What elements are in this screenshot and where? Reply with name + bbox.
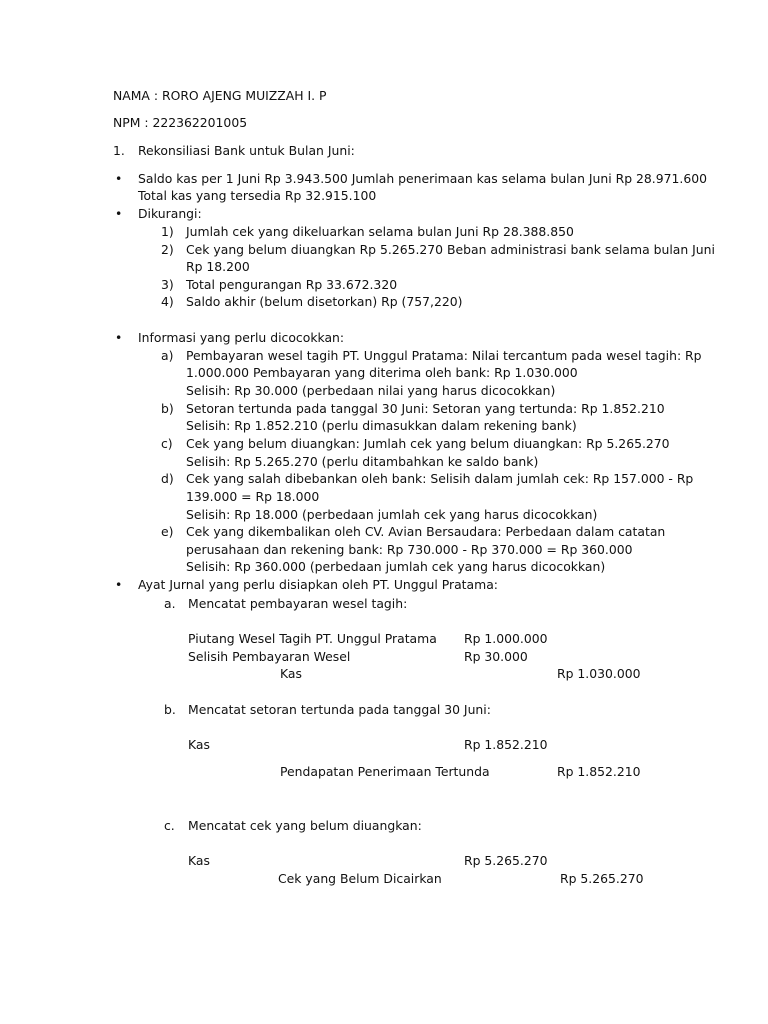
journal-account: Kas bbox=[188, 853, 210, 868]
informasi-item-text: Setoran tertunda pada tanggal 30 Juni: Setoran yang tertunda: Rp 1.852.210 bbox=[186, 401, 665, 416]
journal-b-letter: b. bbox=[164, 702, 176, 717]
dikurangi-item-text: Rp 18.200 bbox=[186, 259, 250, 274]
saldo-line-1: Saldo kas per 1 Juni Rp 3.943.500 Jumlah penerimaan kas selama bulan Juni Rp 28.971.600 bbox=[138, 171, 707, 186]
dikurangi-item-text: Cek yang belum diuangkan Rp 5.265.270 Beban administrasi bank selama bulan Juni bbox=[186, 242, 715, 257]
informasi-item-text: Selisih: Rp 30.000 (perbedaan nilai yang harus dicocokkan) bbox=[186, 383, 556, 398]
informasi-item-text: Selisih: Rp 1.852.210 (perlu dimasukkan dalam rekening bank) bbox=[186, 418, 577, 433]
journal-debit: Rp 5.265.270 bbox=[464, 853, 548, 868]
informasi-item-text: Pembayaran wesel tagih PT. Unggul Pratama: Nilai tercantum pada wesel tagih: Rp bbox=[186, 348, 702, 363]
ayat-title: Ayat Jurnal yang perlu disiapkan oleh PT. Unggul Pratama: bbox=[138, 577, 498, 592]
journal-account: Cek yang Belum Dicairkan bbox=[278, 871, 442, 886]
bullet-dikurangi: • bbox=[115, 206, 123, 221]
journal-credit: Rp 5.265.270 bbox=[560, 871, 644, 886]
informasi-item-letter: c) bbox=[161, 436, 173, 451]
dikurangi-item-num: 4) bbox=[161, 294, 174, 309]
informasi-item-text: 1.000.000 Pembayaran yang diterima oleh bank: Rp 1.030.000 bbox=[186, 365, 578, 380]
informasi-item-text: Selisih: Rp 360.000 (perbedaan jumlah cek yang harus dicocokkan) bbox=[186, 559, 606, 574]
bullet-saldo: • bbox=[115, 171, 123, 186]
informasi-item-text: perusahaan dan rekening bank: Rp 730.000 - Rp 370.000 = Rp 360.000 bbox=[186, 542, 633, 557]
informasi-item-text: Cek yang dikembalikan oleh CV. Avian Bersaudara: Perbedaan dalam catatan bbox=[186, 524, 666, 539]
informasi-item-letter: a) bbox=[161, 348, 174, 363]
student-name: NAMA : RORO AJENG MUIZZAH I. P bbox=[113, 88, 327, 103]
informasi-item-letter: d) bbox=[161, 471, 174, 486]
journal-debit: Rp 1.000.000 bbox=[464, 631, 548, 646]
bullet-ayat: • bbox=[115, 577, 123, 592]
journal-credit: Rp 1.852.210 bbox=[557, 764, 641, 779]
journal-account: Piutang Wesel Tagih PT. Unggul Pratama bbox=[188, 631, 437, 646]
dikurangi-item-text: Saldo akhir (belum disetorkan) Rp (757,220) bbox=[186, 294, 463, 309]
journal-b-title: Mencatat setoran tertunda pada tanggal 30 Juni: bbox=[188, 702, 491, 717]
journal-debit: Rp 1.852.210 bbox=[464, 737, 548, 752]
dikurangi-item-text: Jumlah cek yang dikeluarkan selama bulan Juni Rp 28.388.850 bbox=[186, 224, 574, 239]
dikurangi-title: Dikurangi: bbox=[138, 206, 202, 221]
dikurangi-item-num: 2) bbox=[161, 242, 174, 257]
informasi-item-letter: e) bbox=[161, 524, 174, 539]
journal-c-letter: c. bbox=[164, 818, 175, 833]
informasi-item-letter: b) bbox=[161, 401, 174, 416]
informasi-item-text: Cek yang belum diuangkan: Jumlah cek yang belum diuangkan: Rp 5.265.270 bbox=[186, 436, 670, 451]
journal-a-title: Mencatat pembayaran wesel tagih: bbox=[188, 596, 408, 611]
informasi-item-text: Selisih: Rp 5.265.270 (perlu ditambahkan ke saldo bank) bbox=[186, 454, 539, 469]
dikurangi-item-num: 1) bbox=[161, 224, 174, 239]
journal-account: Kas bbox=[188, 737, 210, 752]
informasi-item-text: 139.000 = Rp 18.000 bbox=[186, 489, 320, 504]
journal-c-title: Mencatat cek yang belum diuangkan: bbox=[188, 818, 422, 833]
informasi-item-text: Selisih: Rp 18.000 (perbedaan jumlah cek yang harus dicocokkan) bbox=[186, 507, 598, 522]
saldo-line-2: Total kas yang tersedia Rp 32.915.100 bbox=[138, 188, 377, 203]
journal-a-letter: a. bbox=[164, 596, 176, 611]
dikurangi-item-text: Total pengurangan Rp 33.672.320 bbox=[186, 277, 398, 292]
journal-credit: Rp 1.030.000 bbox=[557, 666, 641, 681]
section-title: Rekonsiliasi Bank untuk Bulan Juni: bbox=[138, 143, 355, 158]
section-number: 1. bbox=[113, 143, 125, 158]
bullet-informasi: • bbox=[115, 330, 123, 345]
informasi-item-text: Cek yang salah dibebankan oleh bank: Selisih dalam jumlah cek: Rp 157.000 - Rp bbox=[186, 471, 694, 486]
dikurangi-item-num: 3) bbox=[161, 277, 174, 292]
journal-account: Kas bbox=[280, 666, 302, 681]
journal-account: Selisih Pembayaran Wesel bbox=[188, 649, 351, 664]
journal-debit: Rp 30.000 bbox=[464, 649, 528, 664]
journal-account: Pendapatan Penerimaan Tertunda bbox=[280, 764, 490, 779]
informasi-title: Informasi yang perlu dicocokkan: bbox=[138, 330, 345, 345]
student-npm: NPM : 222362201005 bbox=[113, 115, 248, 130]
